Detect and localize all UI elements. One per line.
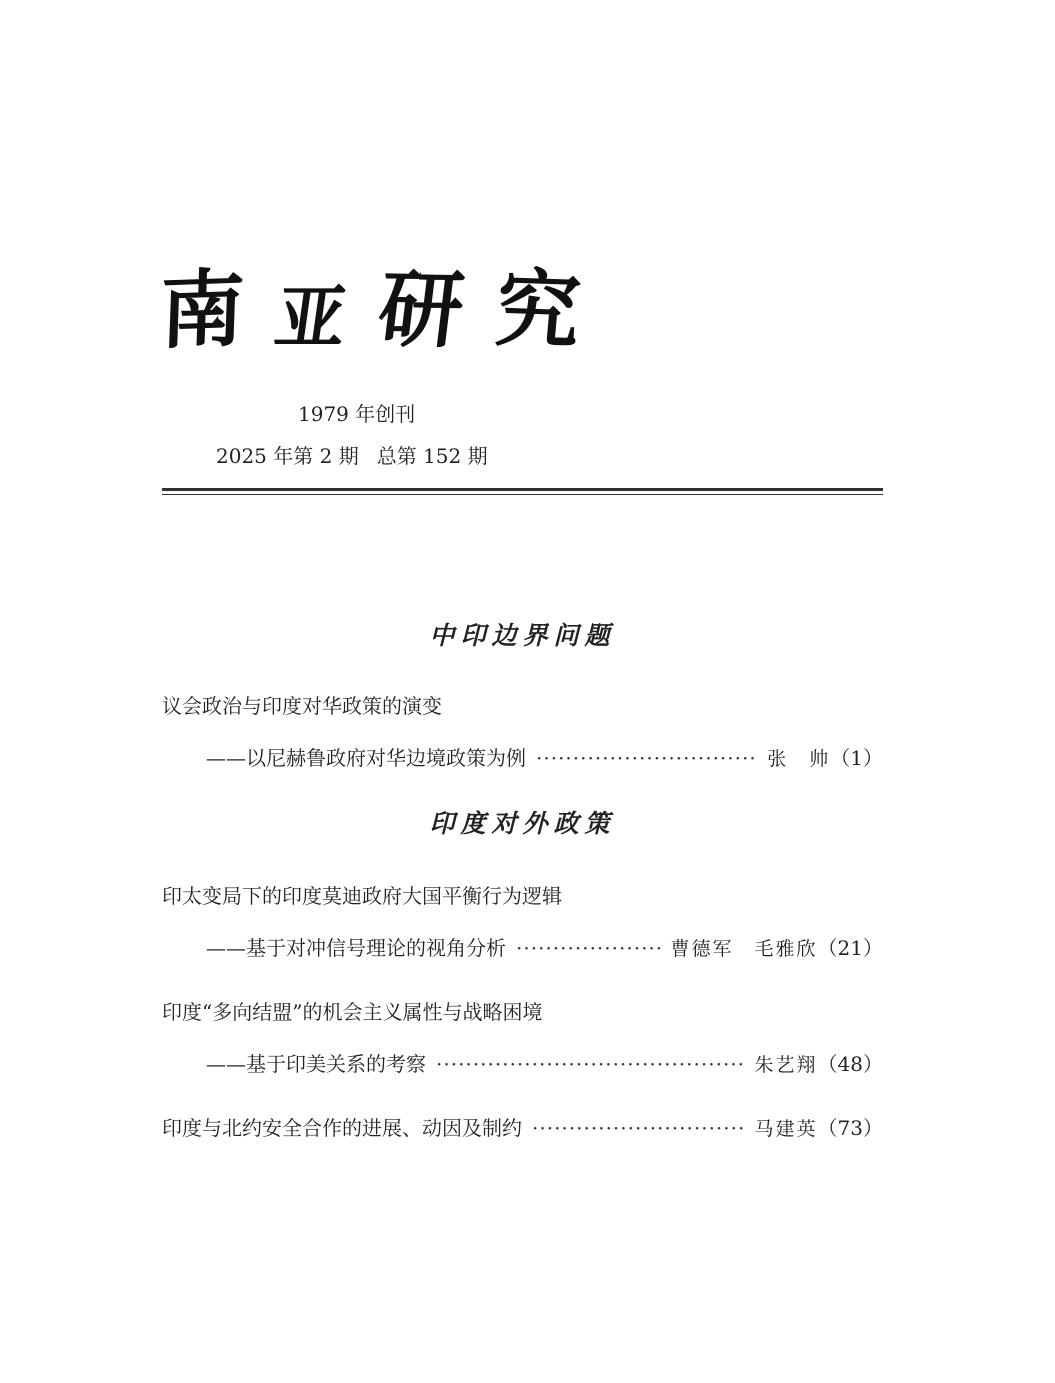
masthead-char: 研: [373, 259, 470, 360]
toc-article-subtitle: ——以尼赫鲁政府对华边境政策为例: [206, 746, 526, 770]
toc-article-title: 议会政治与印度对华政策的演变: [162, 694, 442, 718]
header-rule-thick: [162, 488, 883, 491]
toc-entry: [162, 1114, 883, 1143]
toc-author: 张 帅: [767, 748, 831, 770]
dot-leader: [536, 744, 757, 772]
toc-article-title: 印度“多向结盟”的机会主义属性与战略困境: [162, 1000, 543, 1024]
toc-article-subtitle: ——基于印美关系的考察: [206, 1052, 426, 1076]
toc-article-title: 印太变局下的印度莫迪政府大国平衡行为逻辑: [162, 884, 562, 908]
issue-number: 2025 年第 2 期: [216, 444, 359, 468]
masthead-char: 亚: [269, 276, 352, 359]
issue-total: 总第 152 期: [376, 444, 488, 468]
toc-page: （1）: [830, 746, 883, 770]
toc-article-subtitle: ——基于对冲信号理论的视角分析: [206, 936, 506, 960]
section-title: 印度对外政策: [429, 809, 616, 838]
section-title: 中印边界问题: [429, 621, 616, 650]
masthead-char: 究: [491, 258, 585, 361]
dot-leader: [516, 934, 661, 962]
toc-author: 曹德军 毛雅欣: [670, 938, 818, 960]
header-rule-thin: [162, 494, 883, 495]
journal-masthead: [158, 258, 585, 361]
issue-line: [216, 442, 488, 470]
toc-entry: [206, 934, 883, 963]
toc-entry: [206, 744, 883, 773]
toc-author: 马建英: [754, 1118, 818, 1140]
dot-leader: [532, 1114, 745, 1142]
toc-page: （48）: [817, 1052, 883, 1076]
dot-leader: [436, 1050, 745, 1078]
toc-page: （73）: [817, 1116, 883, 1140]
toc-page: （21）: [817, 936, 883, 960]
founded-line: 1979 年创刊: [298, 402, 416, 426]
toc-article-title: 印度与北约安全合作的进展、动因及制约: [162, 1116, 522, 1140]
toc-entry: [206, 1050, 883, 1079]
masthead-char: 南: [158, 258, 246, 361]
toc-author: 朱艺翔: [754, 1054, 818, 1076]
